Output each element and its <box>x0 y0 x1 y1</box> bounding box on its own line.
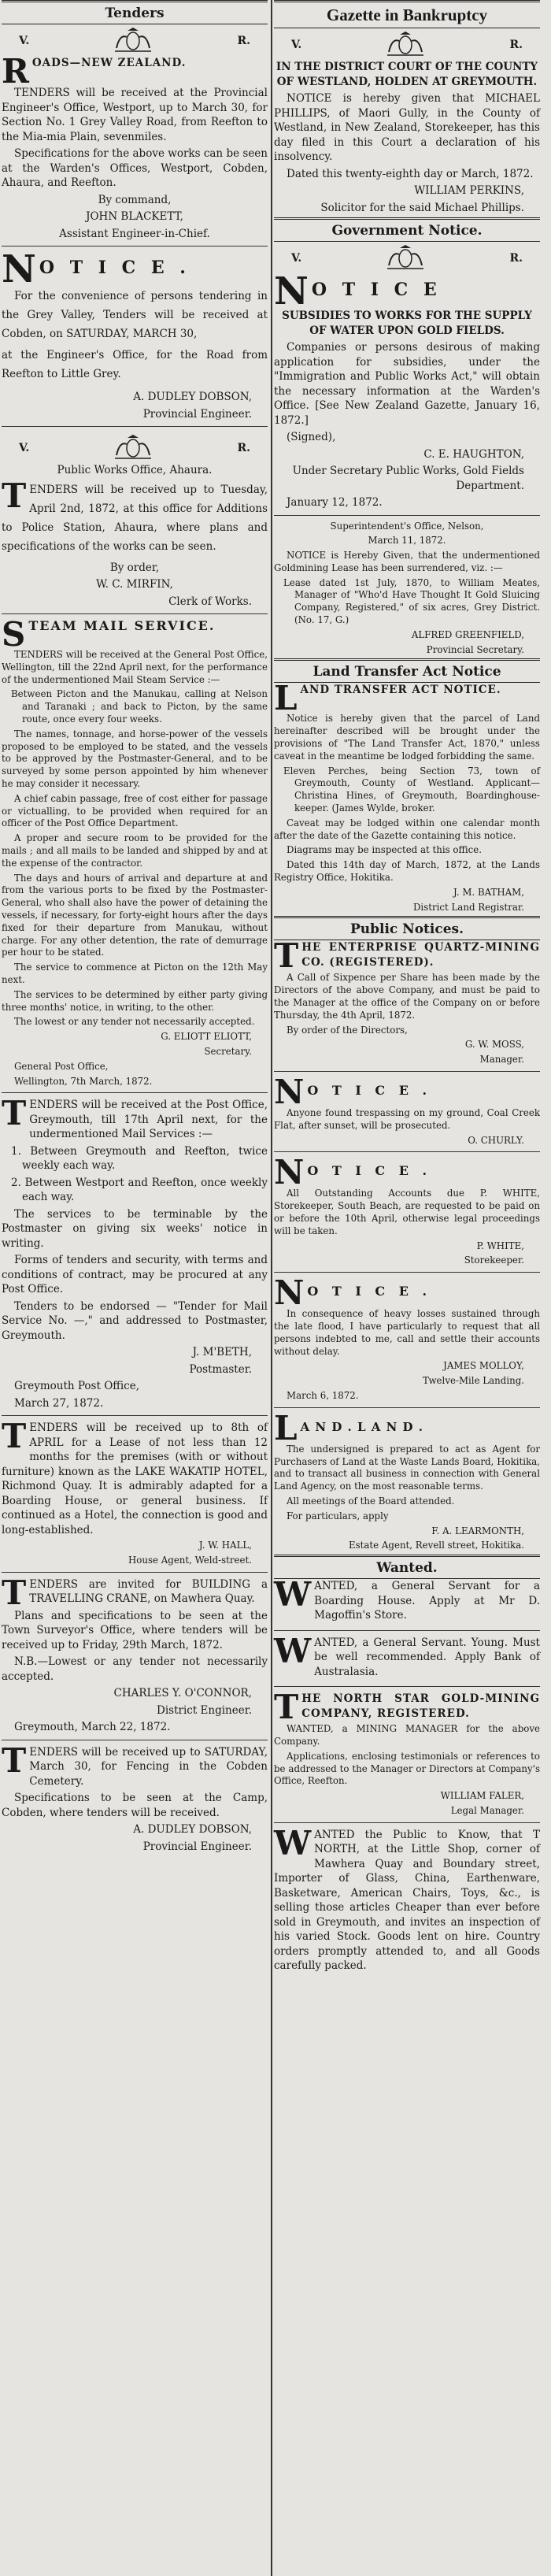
cobden-text-2: at the Engineer's Office, for the Road from Reefton to Little Grey. <box>2 349 268 380</box>
north-star-signature-title: Legal Manager. <box>450 1804 524 1816</box>
crane-p2: Plans and specifications to be seen at the Town Surveyor's Office, where tenders will be received up to Friday, 29th March, 1872. <box>2 1609 268 1651</box>
drop-cap: R <box>2 52 29 91</box>
drop-cap: T <box>2 1740 27 1780</box>
white-signature: P. WHITE, <box>476 1240 524 1251</box>
hotel-text: ENDERS will be received up to 8th of APRIL for a Lease of not less than 12 months for the premises (with or without furniture) known as the LAKE WAKATIP HOTEL, Richmond Quay. It is admirably adapted for a Boarding House, or general business. If continued as a Hotel, the connection is good and long-established. <box>2 1421 268 1536</box>
land-signature-title: District Land Registrar. <box>412 901 524 913</box>
nelson-date: March 11, 1872. <box>368 535 446 547</box>
north-star-p2: Applications, enclosing testimonials or references to be addressed to the Manager or Directors at Company's Office, Reefton. <box>274 1750 540 1787</box>
quartz-title: HE ENTERPRISE QUARTZ-MINING CO. (REGISTERED). <box>301 941 540 969</box>
court-notice <box>274 28 540 215</box>
land-title: AND TRANSFER ACT NOTICE. <box>300 684 501 697</box>
r-mark: R. <box>237 442 250 454</box>
white-text: All Outstanding Accounts due P. WHITE, Storekeeper, South Beach, are requested to be paid on or before the 10th April, otherwise legal proceedings will be taken. <box>274 1188 540 1236</box>
r-mark: R. <box>237 35 250 47</box>
land-notice <box>274 679 540 914</box>
drop-cap: N <box>274 1073 305 1111</box>
v-mark: V. <box>19 35 30 47</box>
v-mark: V. <box>291 252 302 265</box>
gov-text: Companies or persons desirous of making application for subsidies, under the "Immigration and Public Works Act," will obtain the necessary information at the Warden's Office. [See New Zealand Gazette, January 16, 1872.] <box>274 341 540 427</box>
steam-p4: A chief cabin passage, free of cost either for passage or victualling, to be provided when required for an officer of the Post Office Department. <box>2 792 268 829</box>
molloy-text: In consequence of heavy losses sustained through the late flood, I have particularly to request that all persons indebted to me, call and settle their accounts without delay. <box>274 1308 540 1357</box>
gm-p4: Tenders to be endorsed — "Tender for Mail Service No. —," and addressed to Postmaster, Greymouth. <box>2 1299 268 1342</box>
roads-spec: Specifications for the above works can be seen at the Warden's Offices, Westport, Cobden, Ahaura, and Reefton. <box>2 147 268 189</box>
crane-date: Greymouth, March 22, 1872. <box>14 1721 171 1734</box>
quartz-notice <box>274 936 540 1066</box>
trespass-signature: O. CHURLY. <box>468 1134 524 1146</box>
steam-mail-notice <box>2 615 268 1088</box>
gm-p2: The services to be terminable by the Postmaster on giving six weeks' notice in writing. <box>2 1207 268 1250</box>
drop-cap: T <box>274 936 299 976</box>
crane-signature-title: District Engineer. <box>157 1703 252 1717</box>
steam-p8: The services to be determined by either party giving three months' notice, in writing, to the other. <box>2 988 268 1013</box>
north-shop-text: ANTED the Public to Know, that T NORTH, at the Little Shop, corner of Mawhera Quay and Boundary street, Importer of Glass, China, Earthenware, Basketware, American Chairs, Toys, &c., is selling those articles Cheaper than ever before sold in Greymouth, and invites an inspection of his varied Stock. Goods lent on hire. Country orders promptly attended to, and all Goods carefully packed. <box>274 1828 540 1973</box>
crane-notice <box>2 1573 268 1735</box>
steam-p5: A proper and secure room to be provided for the mails ; and all mails to be landed and shipped by and at the expense of the contractor. <box>2 832 268 869</box>
drop-cap: N <box>274 1273 305 1313</box>
royal-crest-icon <box>110 435 156 461</box>
quartz-p2: By order of the Directors, <box>287 1024 408 1036</box>
land-p2: Eleven Perches, being Section 73, town of Greymouth, County of Westland. Applicant—Christina Hines, of Greymouth, Boardinghouse-keeper. (James Wylde, broker. <box>283 765 540 814</box>
steam-date: Wellington, 7th March, 1872. <box>14 1075 153 1087</box>
court-title: IN THE DISTRICT COURT OF THE COUNTY OF WESTLAND, HOLDEN AT GREYMOUTH. <box>276 61 538 88</box>
molloy-title: O T I C E . <box>307 1284 432 1299</box>
drop-cap: T <box>274 1688 299 1727</box>
roads-title: OADS—NEW ZEALAND. <box>31 57 187 69</box>
nelson-notice <box>274 521 540 657</box>
drop-cap: T <box>2 476 27 515</box>
molloy-date: March 6, 1872. <box>287 1389 359 1401</box>
servant-1-text: ANTED, a General Servant for a Boarding House. Apply at Mr D. Magoffin's Store. <box>314 1580 540 1622</box>
trespass-text: Anyone found trespassing on my ground, Coal Creek Flat, after sunset, will be prosecuted. <box>274 1107 540 1131</box>
nelson-p1: NOTICE is Hereby Given, that the undermentioned Goldmining Lease has been surrendered, viz. :— <box>274 550 540 573</box>
drop-cap: N <box>2 247 36 291</box>
steam-p3: The names, tonnage, and horse-power of the vessels proposed to be employed to be stated, and the vessels to be approved by the Postmaster-General, and to be surveyed by some person appointed by him whenever he may consider it necessary. <box>2 728 268 789</box>
pwo-subtitle: Public Works Office, Ahaura. <box>57 464 213 476</box>
fencing-notice <box>2 1740 268 1855</box>
land-signature: J. M. BATHAM, <box>453 886 524 898</box>
fencing-text: ENDERS will be received up to SATURDAY, March 30, for Fencing in the Cobden Cemetery. <box>29 1745 268 1788</box>
royal-crest-icon <box>110 28 156 54</box>
north-star-ad <box>274 1688 540 1818</box>
roads-command: By command, <box>98 193 172 206</box>
servant-ad-1 <box>274 1575 540 1625</box>
gm-signature: J. M'BETH, <box>192 1346 252 1359</box>
white-notice <box>274 1153 540 1267</box>
drop-cap: N <box>274 269 309 313</box>
drop-cap: L <box>274 679 298 718</box>
molloy-signature: JAMES MOLLOY, <box>443 1360 524 1372</box>
gov-signed: (Signed), <box>287 431 336 443</box>
quartz-signature: G. W. MOSS, <box>464 1039 524 1051</box>
hotel-notice <box>2 1417 268 1567</box>
cobden-signature: A. DUDLEY DOBSON, <box>133 391 252 403</box>
cobden-signature-title: Provincial Engineer. <box>142 407 252 421</box>
steam-p7: The service to commence at Picton on the 12th May next. <box>2 962 268 985</box>
fencing-p2: Specifications to be seen at the Camp, Cobden, where tenders will be received. <box>2 1792 268 1819</box>
north-star-p1: WANTED, a MINING MANAGER for the above Company. <box>274 1723 540 1747</box>
servant-ad-2 <box>274 1631 540 1682</box>
hotel-signature-title: House Agent, Weld-street. <box>128 1555 252 1566</box>
fencing-signature: A. DUDLEY DOBSON, <box>133 1823 252 1837</box>
nelson-signature: ALFRED GREENFIELD, <box>411 628 524 640</box>
land-agent-notice <box>274 1408 540 1552</box>
land-p4: Diagrams may be inspected at this office. <box>287 844 483 856</box>
roads-signature-title: Assistant Engineer-in-Chief. <box>59 227 210 240</box>
gm-item-2: 2. Between Westport and Reefton, once weekly each way. <box>11 1176 268 1204</box>
royal-crest-icon <box>383 245 428 272</box>
land-p5: Dated this 14th day of March, 1872, at the Lands Registry Office, Hokitika. <box>274 859 540 884</box>
quartz-p1: A Call of Sixpence per Share has been made by the Directors of the above Company, and must be paid to the Manager at the office of the Company on or before Thursday, the 4th April, 1872. <box>274 972 540 1021</box>
land-agent-p2: All meetings of the Board attended. <box>287 1495 455 1507</box>
steam-p2: Between Picton and the Manukau, calling at Nelson and Taranaki ; and back to Picton, by the same route, once every four weeks. <box>11 688 268 725</box>
gm-place: Greymouth Post Office, <box>14 1380 140 1393</box>
drop-cap: W <box>274 1575 312 1614</box>
servant-2-text: ANTED, a General Servant. Young. Must be well recommended. Apply Bank of Australasia. <box>314 1636 540 1678</box>
drop-cap: L <box>274 1408 298 1447</box>
tenders-header: Tenders <box>2 0 268 24</box>
drop-cap: W <box>274 1631 312 1670</box>
pwo-signature: W. C. MIRFIN, <box>96 578 173 591</box>
nelson-office: Superintendent's Office, Nelson, <box>330 520 484 532</box>
molloy-notice <box>274 1273 540 1403</box>
drop-cap: W <box>274 1823 312 1863</box>
nelson-signature-title: Provincial Secretary. <box>426 643 524 655</box>
white-title: O T I C E . <box>307 1163 432 1179</box>
wanted-header: Wanted. <box>274 1555 540 1579</box>
roads-signature: JOHN BLACKETT, <box>86 210 183 223</box>
north-star-title: HE NORTH STAR GOLD-MINING COMPANY, REGISTERED. <box>301 1692 540 1720</box>
roads-notice <box>2 24 268 241</box>
gov-subtitle: SUBSIDIES TO WORKS FOR THE SUPPLY OF WATER UPON GOLD FIELDS. <box>282 309 532 337</box>
government-header: Government Notice. <box>274 217 540 242</box>
land-agent-p3: For particulars, apply <box>287 1510 389 1522</box>
land-agent-title: A N D . L A N D . <box>300 1419 424 1434</box>
drop-cap: T <box>2 1573 27 1612</box>
bankruptcy-header: Gazette in Bankruptcy <box>274 0 540 28</box>
gov-date: January 12, 1872. <box>287 496 383 509</box>
gm-text: ENDERS will be received at the Post Office, Greymouth, till 17th April next, for the undermentioned Mail Services :— <box>29 1099 268 1141</box>
quartz-signature-title: Manager. <box>479 1054 524 1066</box>
drop-cap: T <box>2 1094 27 1133</box>
court-date: Dated this twenty-eighth day or March, 1872. <box>287 167 534 180</box>
gm-p3: Forms of tenders and security, with terms and conditions of contract, may be procured at any Post Office. <box>2 1254 268 1296</box>
land-p3: Caveat may be lodged within one calendar month after the date of the Gazette containing this notice. <box>274 817 540 841</box>
pwo-order: By order, <box>109 561 160 574</box>
left-column <box>2 0 268 1856</box>
crane-text: ENDERS are invited for BUILDING a TRAVELLING CRANE, on Mawhera Quay. <box>29 1577 268 1606</box>
court-signature: WILLIAM PERKINS, <box>414 184 524 197</box>
nelson-p2: Lease dated 1st July, 1870, to William Meates, Manager of "Who'd Have Thought It Gold Sluicing Company, Registered," of six acres, Grey District. (No. 17, G.) <box>283 576 540 626</box>
notice-title: O T I C E . <box>39 258 190 278</box>
public-notices-header: Public Notices. <box>274 916 540 940</box>
land-transfer-header: Land Transfer Act Notice <box>274 658 540 683</box>
pwo-notice <box>2 432 268 609</box>
gov-signature-title: Under Secretary Public Works, Gold Fields Department. <box>292 465 524 492</box>
north-shop-ad <box>274 1823 540 1976</box>
steam-p6: The days and hours of arrival and departure at and from the various ports to be fixed by the Postmaster-General, who shall also have the power of detaining the vessels, if necessary, for forty-eight hours after the days fixed for their departure from Manukau, without charge. For any other detention, the rate of demurrage per hour to be stated. <box>2 872 268 958</box>
court-text: NOTICE is hereby given that MICHAEL PHILLIPS, of Maori Gully, in the County of Westland, in New Zealand, Storekeeper, has this day filed in this Court a declaration of his insolvency. <box>274 92 540 163</box>
steam-place: General Post Office, <box>14 1060 109 1072</box>
steam-signature: G. ELIOTT ELIOTT, <box>161 1031 252 1043</box>
white-signature-title: Storekeeper. <box>464 1255 524 1266</box>
r-mark: R. <box>509 39 523 51</box>
gov-notice <box>274 242 540 510</box>
molloy-signature-title: Twelve-Mile Landing. <box>423 1375 524 1387</box>
roads-text: TENDERS will be received at the Provincial Engineer's Office, Westport, up to March 30, for Section No. 1 Grey Valley Road, from Reefton to the Mia-mia Plain, sevenmiles. <box>2 87 268 143</box>
drop-cap: S <box>2 615 26 654</box>
greymouth-mail-notice <box>2 1094 268 1410</box>
drop-cap: N <box>274 1153 305 1192</box>
court-signature-title: Solicitor for the said Michael Phillips. <box>320 201 524 214</box>
steam-p1: TENDERS will be received at the General Post Office, Wellington, till the 22nd April next, for the performance of the undermentioned Mail Steam Service :— <box>2 649 268 685</box>
cobden-text: For the convenience of persons tendering in the Grey Valley, Tenders will be received at Cobden, on SATURDAY, MARCH 30, <box>2 290 268 340</box>
gov-signature: C. E. HAUGHTON, <box>423 447 524 461</box>
gm-signature-title: Postmaster. <box>189 1362 252 1376</box>
land-agent-p1: The undersigned is prepared to act as Agent for Purchasers of Land at the Waste Lands Board, Hokitika, and to transact all business in connection with General Land Agency, on the most reasonable terms. <box>274 1443 540 1492</box>
column-divider <box>271 0 272 2576</box>
gm-item-1: 1. Between Greymouth and Reefton, twice weekly each way. <box>11 1144 268 1173</box>
land-agent-signature: F. A. LEARMONTH, <box>431 1525 524 1536</box>
land-p1: Notice is hereby given that the parcel of Land hereinafter described will be brought under the provisions of "The Land Transfer Act, 1870," unless caveat in the meantime be lodged forbidding the same. <box>274 713 540 762</box>
pwo-signature-title: Clerk of Works. <box>168 595 252 608</box>
steam-p9: The lowest or any tender not necessarily accepted. <box>14 1016 255 1028</box>
gov-title: O T I C E <box>311 280 442 300</box>
r-mark: R. <box>509 252 523 265</box>
right-column <box>274 0 551 1976</box>
crane-signature: CHARLES Y. O'CONNOR, <box>113 1687 252 1700</box>
v-mark: V. <box>19 442 30 454</box>
hotel-signature: J. W. HALL, <box>198 1540 252 1551</box>
crane-p3: N.B.—Lowest or any tender not necessarily accepted. <box>2 1655 268 1683</box>
drop-cap: T <box>2 1417 27 1456</box>
cobden-notice <box>2 247 268 421</box>
steam-signature-title: Secretary. <box>204 1045 252 1057</box>
land-agent-signature-title: Estate Agent, Revell street, Hokitika. <box>348 1540 524 1551</box>
gm-date: March 27, 1872. <box>14 1396 104 1410</box>
royal-crest-icon <box>383 32 428 58</box>
steam-title: TEAM MAIL SERVICE. <box>28 618 216 633</box>
trespass-notice <box>274 1073 540 1147</box>
pwo-text: ENDERS will be received up to Tuesday, April 2nd, 1872, at this office for Additions to Police Station, Ahaura, where plans and specifications of the works can be seen. <box>2 483 268 553</box>
v-mark: V. <box>291 39 302 51</box>
trespass-title: O T I C E . <box>307 1083 432 1098</box>
fencing-signature-title: Provincial Engineer. <box>142 1840 252 1853</box>
north-star-signature: WILLIAM FALER, <box>440 1790 524 1802</box>
